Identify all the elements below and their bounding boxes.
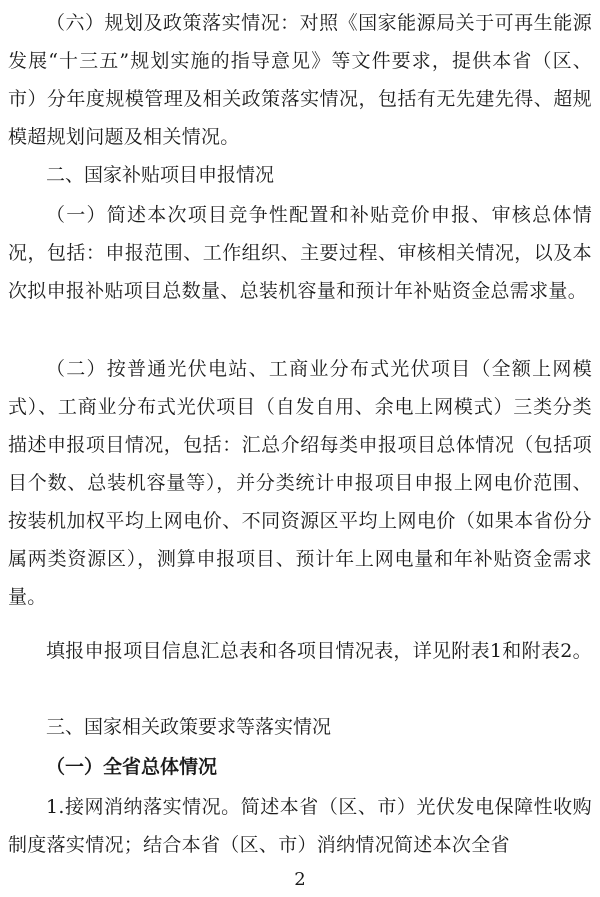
subsection-heading-province-overall: （一）全省总体情况 <box>46 756 218 778</box>
paragraph-attachments: 填报申报项目信息汇总表和各项目情况表，详见附表1和附表2。 <box>46 640 592 662</box>
paragraph-planning-policy: （六）规划及政策落实情况：对照《国家能源局关于可再生能源发展“十三五”规划实施的指导意见》等文件要求，提供本省（区、市）分年度规模管理及相关政策落实情况，包括有无先建先得、超规模超规划问题及相关情况。 <box>8 12 592 148</box>
paragraph-project-categories: （二）按普通光伏电站、工商业分布式光伏项目（全额上网模式）、工商业分布式光伏项目（自发自用、余电上网模式）三类分类描述申报项目情况，包括：汇总介绍每类申报项目总体情况（包括项目个数、总装机容量等），并分类统计申报项目申报上网电价范围、按装机加权平均上网电价、不同资源区平均上网电价（如果本省份分属两类资源区），测算申报项目、预计年上网电量和年补贴资金需求量。 <box>8 358 592 608</box>
page-number: 2 <box>294 869 306 890</box>
paragraph-competitive-config: （一）简述本次项目竞争性配置和补贴竞价申报、审核总体情况，包括：申报范围、工作组织、主要过程、审核相关情况，以及本次拟申报补贴项目总数量、总装机容量和预计年补贴资金总需求量。 <box>8 204 592 302</box>
paragraph-grid-consumption: 1.接网消纳落实情况。简述本省（区、市）光伏发电保障性收购制度落实情况；结合本省（区、市）消纳情况简述本次全省 <box>8 796 592 856</box>
section-heading-3: 三、国家相关政策要求等落实情况 <box>46 716 332 738</box>
section-heading-2: 二、国家补贴项目申报情况 <box>46 164 275 186</box>
